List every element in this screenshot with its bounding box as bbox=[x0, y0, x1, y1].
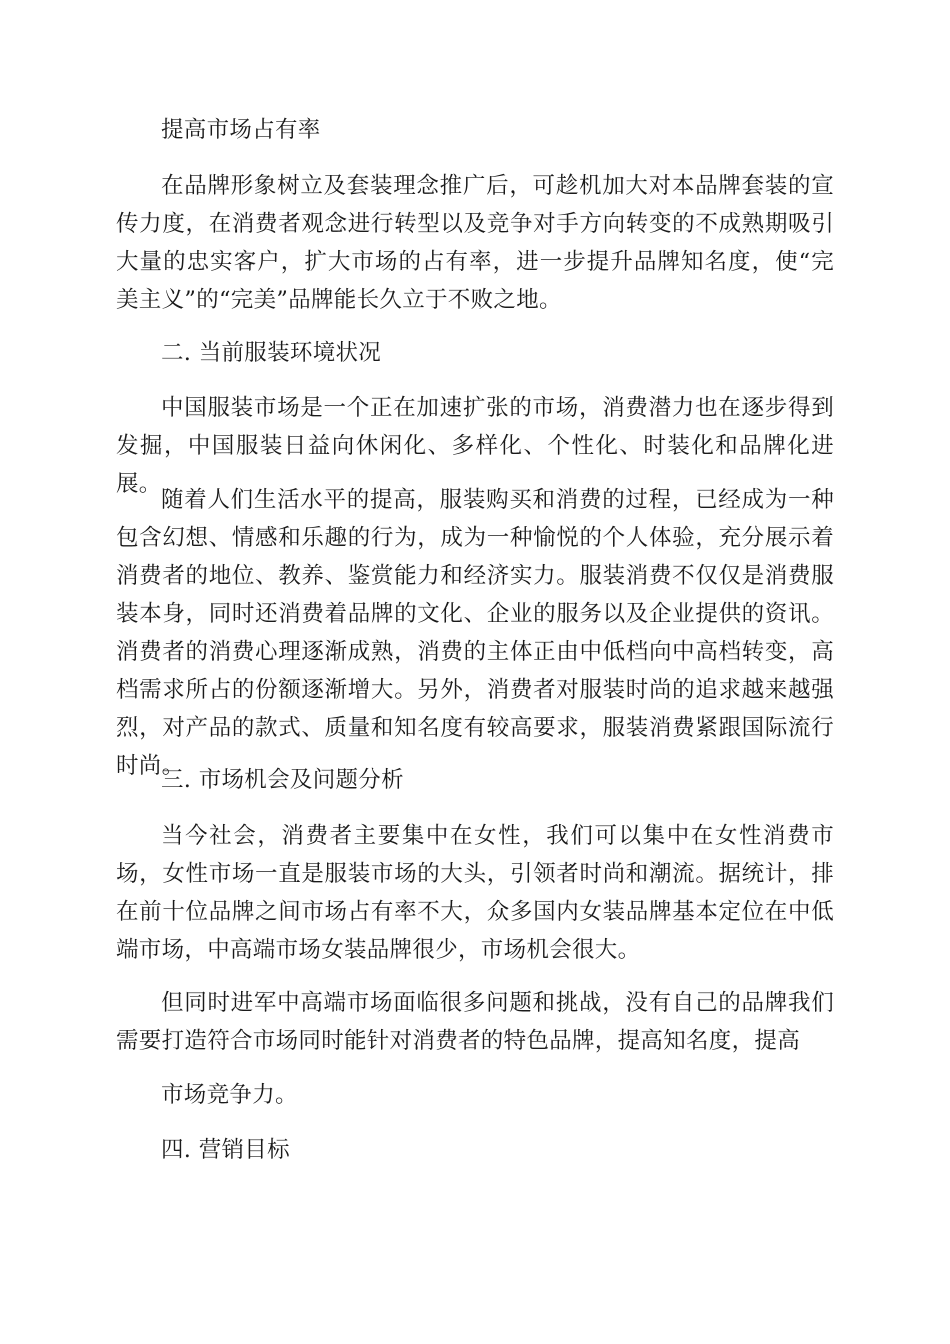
paragraph-china-market: 中国服装市场是一个正在加速扩张的市场，消费潜力也在逐步得到发掘，中国服装日益向休闲化、多样化、个性化、时装化和品牌化进展。 bbox=[116, 395, 834, 497]
section-heading-marketing-goals: 四. 营销目标 bbox=[161, 1137, 290, 1163]
paragraph-brand-promotion: 在品牌形象树立及套装理念推广后，可趁机加大对本品牌套装的宣传力度，在消费者观念进行转型以及竞争对手方向转变的不成熟期吸引大量的忠实客户，扩大市场的占有率，进一步提升品牌知名度，使“完美主义”的“完美”品牌能长久立于不败之地。 bbox=[116, 173, 834, 313]
section-heading-market-share: 提高市场占有率 bbox=[161, 117, 321, 143]
text-market-competitiveness: 市场竞争力。 bbox=[161, 1082, 298, 1108]
section-heading-clothing-environment: 二. 当前服装环境状况 bbox=[161, 340, 382, 366]
paragraph-challenges: 但同时进军中高端市场面临很多问题和挑战，没有自己的品牌我们需要打造符合市场同时能针对消费者的特色品牌，提高知名度，提高 bbox=[116, 990, 834, 1054]
section-heading-opportunity-analysis: 三. 市场机会及问题分析 bbox=[161, 767, 404, 793]
paragraph-female-market: 当今社会，消费者主要集中在女性，我们可以集中在女性消费市场，女性市场一直是服装市场的大头，引领者时尚和潮流。据统计，排在前十位品牌之间市场占有率不大，众多国内女装品牌基本定位在中低端市场，中高端市场女装品牌很少，市场机会很大。 bbox=[116, 823, 834, 963]
paragraph-consumption-trends: 随着人们生活水平的提高，服装购买和消费的过程，已经成为一种包含幻想、情感和乐趣的行为，成为一种愉悦的个人体验，充分展示着消费者的地位、教养、鉴赏能力和经济实力。服装消费不仅仅是消费服装本身，同时还消费着品牌的文化、企业的服务以及企业提供的资讯。消费者的消费心理逐渐成熟，消费的主体正由中低档向中高档转变，高档需求所占的份额逐渐增大。另外，消费者对服装时尚的追求越来越强烈，对产品的款式、质量和知名度有较高要求，服装消费紧跟国际流行时尚。 bbox=[116, 487, 834, 779]
